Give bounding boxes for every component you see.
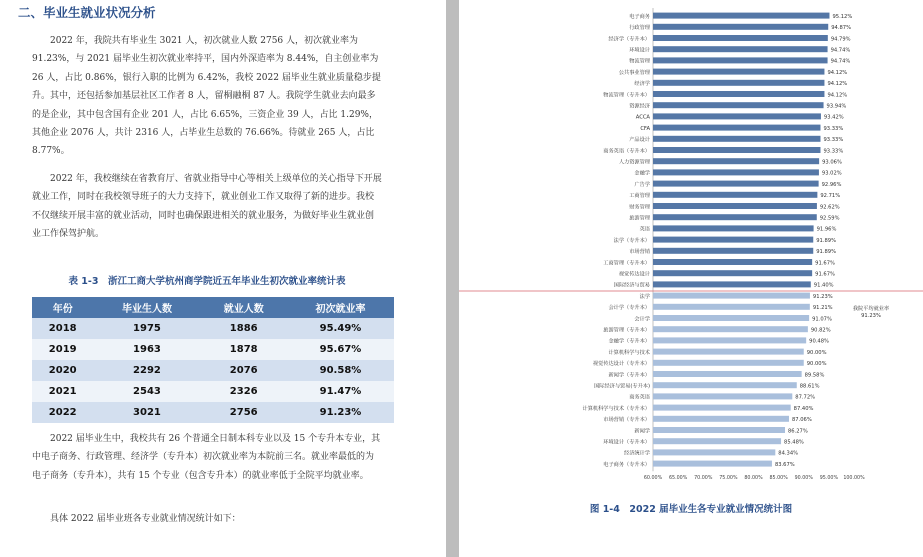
- bar: [653, 315, 809, 321]
- bar: [653, 46, 828, 52]
- cell-rate: 91.23%: [287, 402, 394, 423]
- table-row: [32, 360, 394, 381]
- bar: [653, 461, 772, 467]
- cell-year: 2018: [32, 318, 93, 339]
- value-label: 91.67%: [815, 260, 835, 267]
- category-label: 金融学（专升本）: [608, 338, 650, 345]
- bar: [653, 237, 813, 243]
- bar: [653, 102, 824, 108]
- bar: [653, 69, 824, 75]
- cell-employed: 2756: [200, 402, 286, 423]
- cell-rate: 95.67%: [287, 339, 394, 360]
- bar: [653, 281, 811, 287]
- bar: [653, 393, 792, 399]
- category-label: 环境设计: [629, 47, 650, 54]
- figure-caption: 图 1-4 2022 届毕业生各专业就业情况统计图: [589, 504, 793, 515]
- value-label: 94.12%: [827, 81, 848, 88]
- bar: [653, 91, 824, 97]
- category-label: 资源经济: [629, 103, 650, 110]
- x-tick-label: 95.00%: [819, 476, 839, 482]
- major-employment-chart: [459, 0, 923, 500]
- category-label: 会计学（专升本）: [608, 305, 650, 312]
- value-label: 90.00%: [806, 361, 827, 368]
- value-label: 92.62%: [819, 204, 840, 211]
- value-label: 94.79%: [830, 36, 851, 43]
- category-label: 经济学（专升本）: [608, 36, 650, 43]
- bar: [653, 337, 806, 343]
- category-label: 经济学: [634, 81, 650, 88]
- category-label: 物流管理（专升本）: [603, 92, 650, 99]
- cell-graduates: 3021: [93, 402, 200, 423]
- cell-year: 2019: [32, 339, 93, 360]
- cell-employed: 2076: [200, 360, 286, 381]
- category-label: 国际经济与贸易(专升本): [594, 383, 650, 390]
- value-label: 91.40%: [813, 282, 834, 289]
- category-label: 新闻学（专升本）: [608, 372, 650, 379]
- bar: [653, 270, 812, 276]
- cell-employed: 1886: [200, 318, 286, 339]
- bar: [653, 382, 797, 388]
- average-label: 我院平均就业率: [852, 306, 890, 312]
- bar: [653, 259, 812, 265]
- right-page: [459, 0, 923, 557]
- bar: [653, 371, 802, 377]
- value-label: 94.12%: [827, 69, 848, 76]
- value-label: 87.06%: [791, 417, 812, 424]
- value-label: 84.34%: [778, 450, 799, 457]
- value-label: 92.59%: [819, 215, 840, 222]
- bar: [653, 147, 820, 153]
- category-label: 物流管理: [629, 58, 650, 65]
- category-label: CFA: [640, 125, 650, 132]
- category-label: 商务英语: [629, 394, 650, 401]
- category-label: 英语: [639, 226, 650, 233]
- x-tick-label: 60.00%: [643, 476, 663, 482]
- col-header-year: 年份: [32, 297, 93, 318]
- cell-rate: 90.58%: [287, 360, 394, 381]
- table-row: [32, 402, 394, 423]
- value-label: 92.96%: [821, 181, 842, 188]
- cell-graduates: 2543: [93, 381, 200, 402]
- category-label: 工商管理（专升本）: [603, 260, 650, 267]
- bar: [653, 136, 820, 142]
- value-label: 90.48%: [809, 338, 829, 345]
- paragraph-intro: 具体 2022 届毕业班各专业就业情况统计如下：: [50, 514, 241, 524]
- bar: [653, 57, 828, 63]
- table-caption: 表 1-3 浙江工商大学杭州商学院近五年毕业生初次就业率统计表: [68, 276, 346, 287]
- category-label: 计算机科学与技术: [608, 349, 650, 356]
- category-label: 法学: [639, 293, 650, 300]
- value-label: 91.89%: [816, 237, 837, 244]
- category-label: 财务管理: [629, 204, 650, 211]
- category-label: 新闻学: [634, 428, 650, 435]
- category-label: ACCA: [635, 114, 650, 121]
- col-header-rate: 初次就业率: [287, 297, 394, 318]
- value-label: 94.74%: [830, 58, 851, 65]
- value-label: 87.40%: [793, 405, 814, 412]
- category-label: 经济统计学: [624, 450, 650, 457]
- cell-graduates: 2292: [93, 360, 200, 381]
- value-label: 88.61%: [799, 383, 820, 390]
- cell-year: 2020: [32, 360, 93, 381]
- category-label: 视觉传达设计（专升本）: [592, 361, 650, 368]
- bar: [653, 405, 791, 411]
- value-label: 93.02%: [821, 170, 842, 177]
- table-row: [32, 381, 394, 402]
- paragraph-majors: 2022 届毕业生中，我校共有 26 个普通全日制本科专业以及 15 个专升本专业，其中电子商务、行政管理、经济学（专升本）初次就业率为本院前三名。就业率最低的为电子商务（专升本），共有 15 个专业（包含专升本）的就业率低于全院平均就业率。: [32, 434, 381, 481]
- value-label: 94.12%: [827, 92, 848, 99]
- section-title: 二、毕业生就业状况分析: [18, 5, 156, 20]
- bar: [653, 416, 789, 422]
- bar: [653, 349, 804, 355]
- value-label: 95.12%: [832, 13, 853, 20]
- value-label: 90.00%: [806, 349, 827, 356]
- category-label: 法学（专升本）: [613, 237, 650, 244]
- cell-year: 2022: [32, 402, 93, 423]
- category-label: 产品设计: [629, 137, 650, 144]
- value-label: 92.71%: [820, 193, 841, 200]
- page-gutter: [446, 0, 459, 557]
- value-label: 93.06%: [822, 159, 842, 166]
- cell-graduates: 1963: [93, 339, 200, 360]
- bar: [653, 192, 817, 198]
- value-label: 93.94%: [826, 103, 847, 110]
- bar: [653, 449, 775, 455]
- table-row: [32, 318, 394, 339]
- bar: [653, 35, 828, 41]
- category-label: 会计学: [634, 316, 650, 323]
- value-label: 89.58%: [804, 372, 825, 379]
- table-header-row: [32, 297, 394, 318]
- cell-employed: 1878: [200, 339, 286, 360]
- cell-graduates: 1975: [93, 318, 200, 339]
- category-label: 电子商务（专升本）: [603, 461, 650, 468]
- bar: [653, 293, 810, 299]
- value-label: 91.07%: [812, 316, 832, 323]
- cell-year: 2021: [32, 381, 93, 402]
- category-label: 旅游管理（专升本）: [603, 327, 650, 334]
- category-label: 计算机科学与技术（专升本）: [582, 405, 650, 412]
- bar: [653, 24, 828, 30]
- category-label: 旅游管理: [629, 215, 650, 222]
- value-label: 93.33%: [823, 125, 844, 132]
- bar: [653, 438, 781, 444]
- bar: [653, 169, 819, 175]
- bar: [653, 125, 820, 131]
- category-label: 商务英语（专升本）: [603, 148, 650, 155]
- col-header-graduates: 毕业生人数: [93, 297, 200, 318]
- table-row: [32, 339, 394, 360]
- bar: [653, 113, 821, 119]
- category-label: 环境设计（专升本）: [603, 439, 650, 446]
- bar: [653, 304, 810, 310]
- x-tick-label: 70.00%: [694, 476, 713, 482]
- employment-rate-table: [32, 297, 394, 423]
- category-label: 市场营销: [629, 249, 650, 256]
- value-label: 86.27%: [788, 428, 808, 435]
- value-label: 91.96%: [816, 226, 837, 233]
- value-label: 94.74%: [830, 47, 851, 54]
- bar: [653, 427, 785, 433]
- bar: [653, 80, 824, 86]
- bar: [653, 158, 819, 164]
- value-label: 87.72%: [795, 394, 816, 401]
- value-label: 94.87%: [831, 25, 852, 32]
- category-label: 人力资源管理: [618, 159, 650, 166]
- category-label: 金融学: [634, 170, 650, 177]
- value-label: 93.33%: [823, 148, 844, 155]
- col-header-employed: 就业人数: [200, 297, 286, 318]
- average-value: 91.23%: [861, 313, 881, 319]
- category-label: 市场营销（专升本）: [603, 417, 650, 424]
- bar: [653, 214, 817, 220]
- value-label: 83.67%: [774, 461, 795, 468]
- x-tick-label: 85.00%: [769, 476, 788, 482]
- x-tick-label: 100.00%: [843, 476, 865, 482]
- value-label: 91.67%: [815, 271, 835, 278]
- value-label: 93.33%: [823, 137, 844, 144]
- category-label: 视觉传达设计: [618, 271, 650, 278]
- category-label: 广告学: [634, 181, 650, 188]
- bar: [653, 326, 808, 332]
- value-label: 93.42%: [823, 114, 844, 121]
- x-tick-label: 65.00%: [668, 476, 688, 482]
- category-label: 国际经济与贸易: [613, 282, 650, 289]
- paragraph-work: 2022 年，我校继续在省教育厅、省就业指导中心等相关上级单位的关心指导下开展就业工作，同时在我校领导班子的大力支持下，就业创业工作又取得了新的进步。我校不仅继续开展丰富的就业活动，同时也确保跟进相关的就业服务，为做好毕业生就业创业工作保驾护航。: [32, 174, 382, 240]
- bar: [653, 203, 817, 209]
- category-label: 电子商务: [629, 13, 650, 20]
- value-label: 85.48%: [784, 439, 804, 446]
- category-label: 公共事业管理: [618, 69, 650, 76]
- cell-employed: 2326: [200, 381, 286, 402]
- category-label: 工商管理: [629, 193, 650, 200]
- x-tick-label: 75.00%: [719, 476, 738, 482]
- cell-rate: 95.49%: [287, 318, 394, 339]
- paragraph-summary: 2022 年，我院共有毕业生 3021 人，初次就业人数 2756 人，初次就业率为 91.23%，与 2021 届毕业生初次就业率持平，国内外深造率为 8.44%，自主创业率为 26 人，占比 0.86%，银行入职的比例为 6.42%，我校 2022 届毕业生就业质量稳步提升。其中，还包括参加基层社区工作者 8 人，留桐融桐 87 人。我院学生就业去向最多的是企业，其中包含国有企业 201 人，占比 6.65%，三资企业 39 人，占比 1.29%，其他企业 2076 人，共计 2316 人，占毕业生总数的 76.66%。待就业 265 人，占比 8.77%。: [32, 36, 381, 157]
- value-label: 91.21%: [812, 305, 833, 312]
- bar: [653, 360, 804, 366]
- value-label: 90.82%: [810, 327, 831, 334]
- value-label: 91.23%: [812, 293, 833, 300]
- bar: [653, 181, 819, 187]
- cell-rate: 91.47%: [287, 381, 394, 402]
- left-page: [0, 0, 446, 557]
- bar: [653, 248, 813, 254]
- x-tick-label: 80.00%: [744, 476, 763, 482]
- x-tick-label: 90.00%: [794, 476, 813, 482]
- value-label: 91.89%: [816, 249, 837, 256]
- category-label: 行政管理: [629, 25, 650, 32]
- bar: [653, 225, 814, 231]
- bar: [653, 13, 829, 19]
